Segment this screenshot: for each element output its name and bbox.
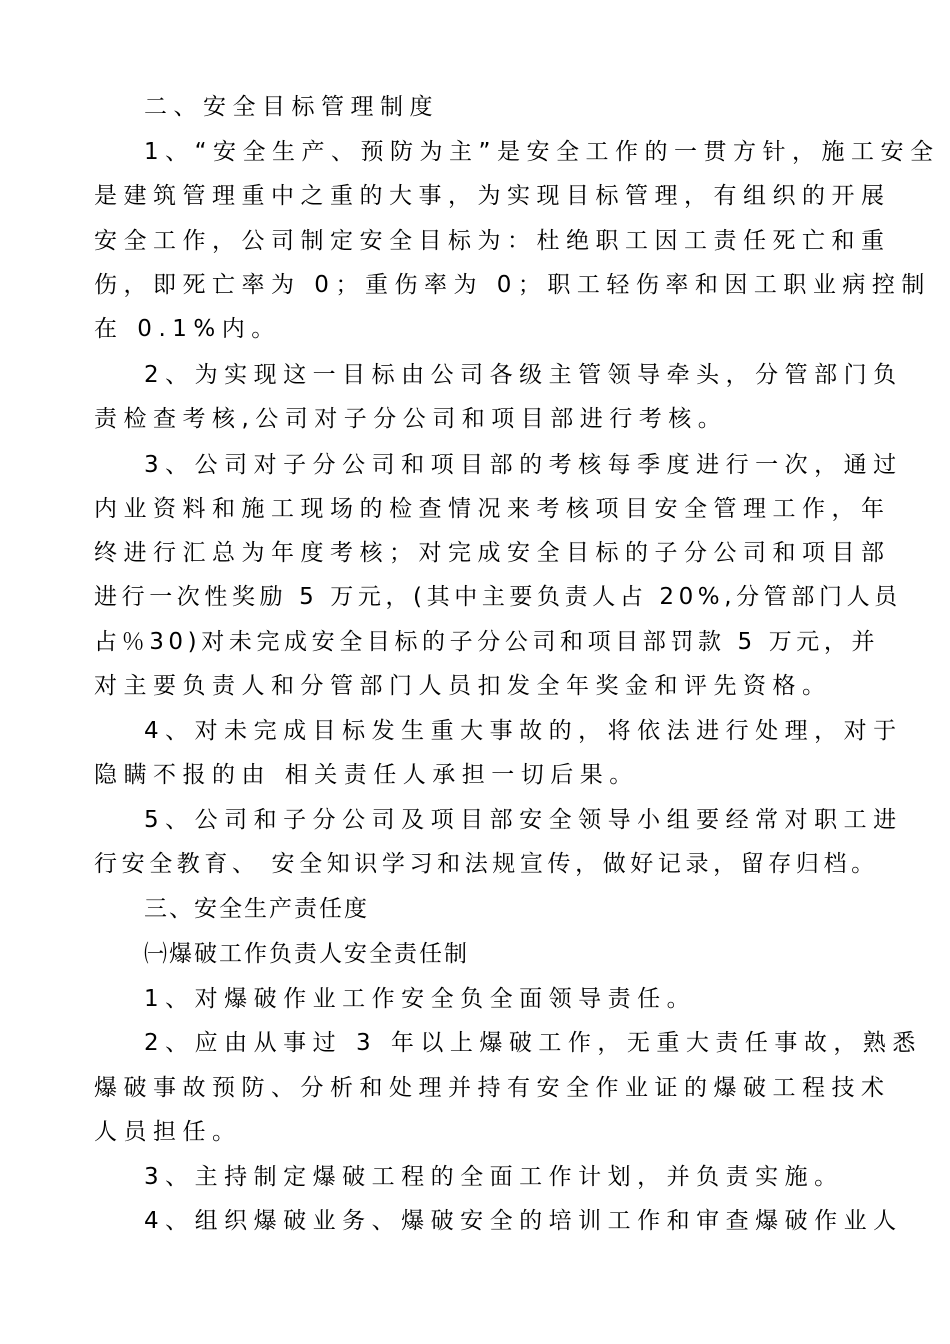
paragraph-line: 5、公司和子分公司及项目部安全领导小组要经常对职工进 <box>144 807 903 833</box>
paragraph-line: 3、主持制定爆破工程的全面工作计划，并负责实施。 <box>144 1164 844 1190</box>
subsection-heading-blasting-leader: ㈠爆破工作负责人安全责任制 <box>144 941 469 967</box>
section-heading-responsibility: 三、安全生产责任度 <box>144 896 369 922</box>
paragraph-line: 责检查考核,公司对子分公司和项目部进行考核。 <box>94 406 728 432</box>
paragraph-line: 1、“安全生产、预防为主”是安全工作的一贯方针，施工安全 <box>144 139 940 165</box>
paragraph-line: 爆破事故预防、分析和处理并持有安全作业证的爆破工程技术 <box>94 1075 891 1101</box>
paragraph-line: 对主要负责人和分管部门人员扣发全年奖金和评先资格。 <box>94 673 832 699</box>
paragraph-line: 人员担任。 <box>94 1119 242 1145</box>
section-heading-safety-target: 二、安全目标管理制度 <box>144 94 439 120</box>
paragraph-line: 隐瞒不报的由 相关责任人承担一切后果。 <box>94 762 639 788</box>
paragraph-line: 4、组织爆破业务、爆破安全的培训工作和审查爆破作业人 <box>144 1208 903 1234</box>
paragraph-line: 4、对未完成目标发生重大事故的，将依法进行处理，对于 <box>144 718 903 744</box>
paragraph-line: 安全工作，公司制定安全目标为：杜绝职工因工责任死亡和重 <box>94 228 891 254</box>
paragraph-line: 进行一次性奖励 5 万元，(其中主要负责人占 20%,分管部门人员 <box>94 584 902 610</box>
paragraph-line: 终进行汇总为年度考核；对完成安全目标的子分公司和项目部 <box>94 540 891 566</box>
paragraph-line: 内业资料和施工现场的检查情况来考核项目安全管理工作，年 <box>94 496 891 522</box>
paragraph-line: 2、为实现这一目标由公司各级主管领导牵头，分管部门负 <box>144 362 903 388</box>
paragraph-line: 伤，即死亡率为 0；重伤率为 0；职工轻伤率和因工职业病控制 <box>94 272 931 298</box>
paragraph-line: 2、应由从事过 3 年以上爆破工作，无重大责任事故，熟悉 <box>144 1030 922 1056</box>
paragraph-line: 是建筑管理重中之重的大事，为实现目标管理，有组织的开展 <box>94 183 891 209</box>
paragraph-line: 行安全教育、 安全知识学习和法规宣传，做好记录，留存归档。 <box>94 851 879 877</box>
paragraph-line: 3、公司对子分公司和项目部的考核每季度进行一次，通过 <box>144 452 903 478</box>
paragraph-line: 1、对爆破作业工作安全负全面领导责任。 <box>144 986 697 1012</box>
paragraph-line: 在 0.1%内。 <box>94 316 281 342</box>
paragraph-line: 占％30)对未完成安全目标的子分公司和项目部罚款 5 万元，并 <box>94 629 880 655</box>
